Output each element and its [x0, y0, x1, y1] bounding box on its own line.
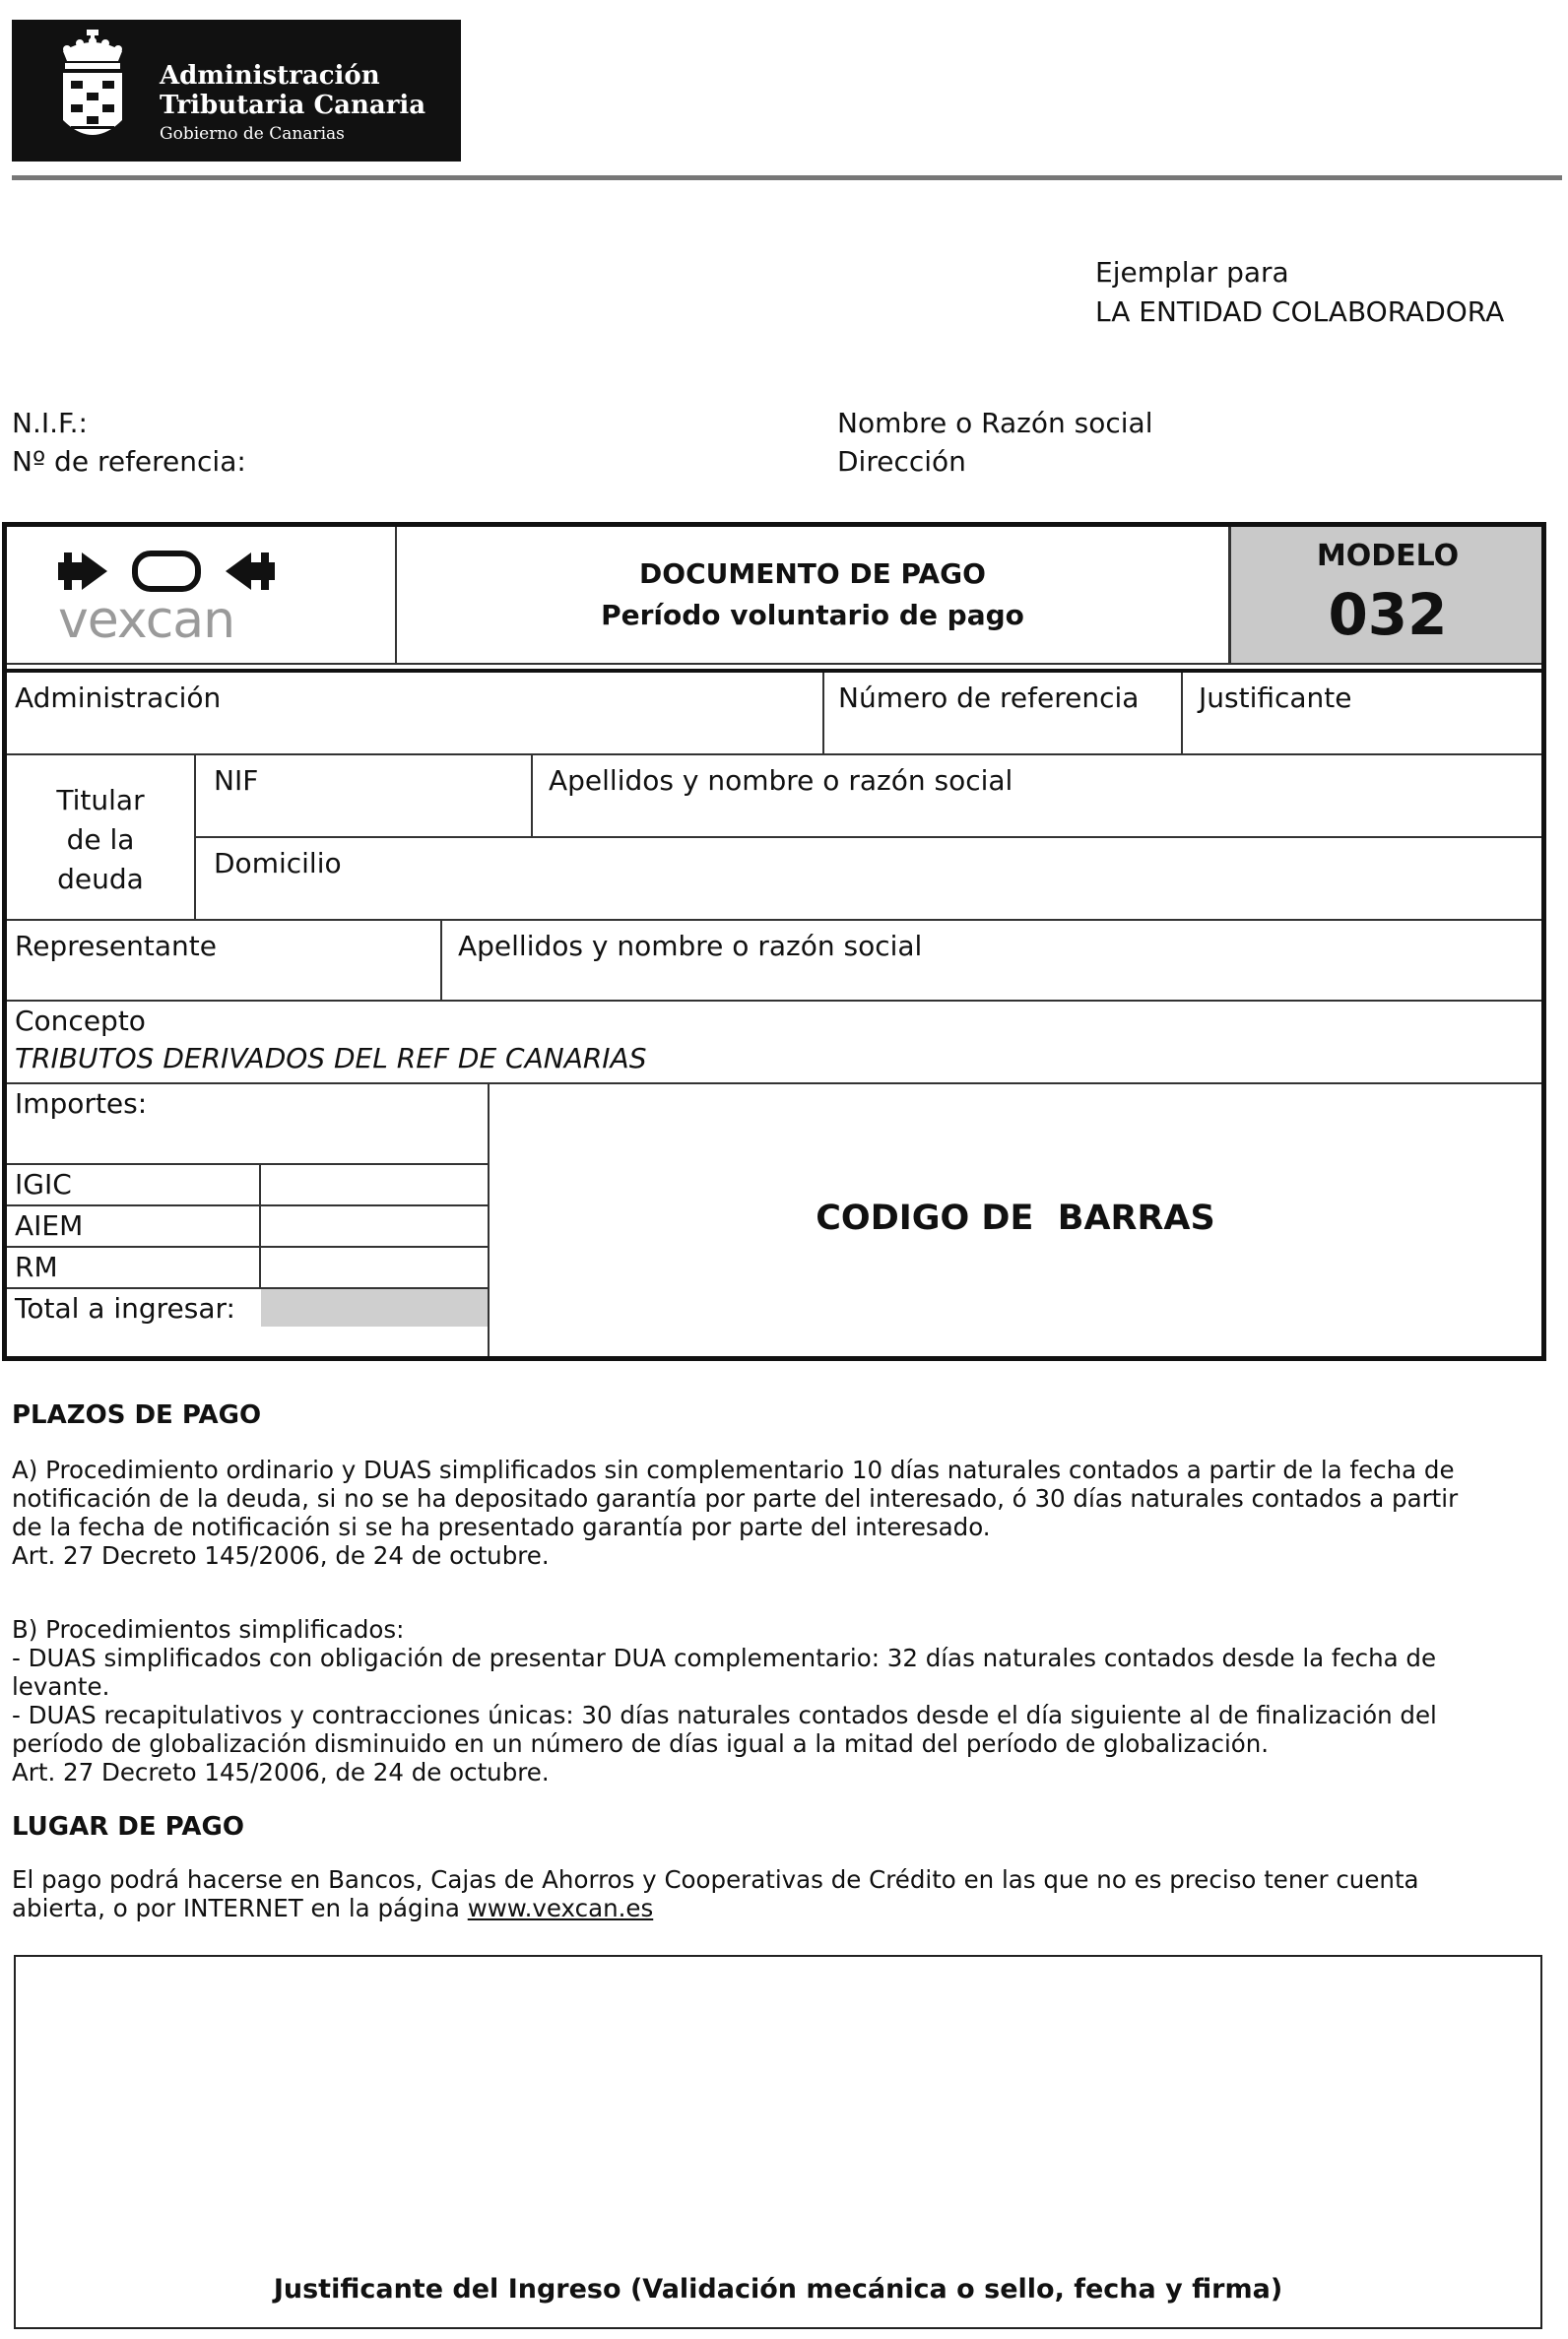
administration-cell: [7, 673, 824, 755]
modelo-cell: [1228, 527, 1541, 665]
aiem-label: AIEM: [15, 1209, 84, 1242]
plazos-b-line: período de globalización disminuido en un número de días igual a la mitad del período de globalización.: [12, 1729, 1270, 1758]
igic-amount: [259, 1165, 488, 1204]
debtor-name-label: Apellidos y nombre o razón social: [549, 764, 1013, 797]
igic-label: IGIC: [15, 1168, 72, 1201]
document-title: DOCUMENTO DE PAGO: [639, 557, 986, 590]
payment-receipt-box: [14, 1955, 1542, 2329]
amount-row-total: [7, 1287, 488, 1327]
debtor-address-label: Domicilio: [214, 847, 342, 879]
debtor-label-line3: deuda: [57, 863, 144, 895]
amount-row-aiem: [7, 1204, 488, 1246]
barcode-area: [490, 1084, 1541, 1356]
lugar-line: El pago podrá hacerse en Bancos, Cajas de Ahorros y Cooperativas de Crédito en las que no es preciso tener cuenta: [12, 1865, 1419, 1894]
justificante-cell: [1183, 673, 1541, 755]
debtor-label-line2: de la: [66, 823, 135, 856]
plazos-a-line: notificación de la deuda, si no se ha depositado garantía por parte del interesado, ó 30 días naturales contados a partir: [12, 1484, 1459, 1513]
plazos-b-line: - DUAS recapitulativos y contracciones únicas: 30 días naturales contados desde el día siguiente al de finalización del: [12, 1701, 1437, 1729]
amounts-label: Importes:: [15, 1087, 148, 1120]
address-label: Dirección: [837, 445, 966, 478]
band-divider: [7, 665, 1541, 673]
reference-label: Número de referencia: [838, 682, 1140, 714]
reference-cell: [824, 673, 1183, 755]
payment-document-form: [2, 522, 1546, 1361]
administration-label: Administración: [15, 682, 222, 714]
concept-cell: [7, 1002, 1541, 1084]
lugar-heading: LUGAR DE PAGO: [12, 1812, 244, 1842]
representative-label: Representante: [15, 930, 217, 962]
aiem-amount: [259, 1206, 488, 1246]
copy-recipient: LA ENTIDAD COLABORADORA: [1095, 295, 1505, 328]
plazos-heading: PLAZOS DE PAGO: [12, 1400, 262, 1430]
amount-row-igic: [7, 1163, 488, 1204]
document-subtitle: Período voluntario de pago: [601, 599, 1024, 631]
amount-row-rm: [7, 1246, 488, 1287]
lugar-line: [12, 1894, 1558, 1922]
total-label: Total a ingresar:: [15, 1292, 235, 1325]
plazos-b-line: B) Procedimientos simplificados:: [12, 1615, 405, 1644]
plazos-a-line: A) Procedimiento ordinario y DUAS simplificados sin complementario 10 días naturales contados a partir de la fecha de: [12, 1456, 1455, 1484]
canarias-coat-of-arms-icon: [53, 30, 132, 150]
logo-subtitle: Gobierno de Canarias: [160, 124, 345, 144]
receipt-caption: Justificante del Ingreso (Validación mecánica o sello, fecha y firma): [273, 2274, 1283, 2305]
rm-label: RM: [15, 1251, 58, 1283]
plazos-procedure-b: [12, 1615, 1558, 1787]
plazos-b-line: Art. 27 Decreto 145/2006, de 24 de octubre.: [12, 1758, 550, 1787]
reference-number-label: Nº de referencia:: [12, 445, 246, 478]
debtor-nif-label: NIF: [214, 764, 259, 797]
debtor-name-cell: [533, 755, 1541, 838]
plazos-a-line: Art. 27 Decreto 145/2006, de 24 de octubre.: [12, 1541, 550, 1570]
vexcan-wordmark: vexcan: [58, 591, 235, 650]
lugar-paragraph: [12, 1865, 1558, 1922]
modelo-number: 032: [1328, 581, 1448, 648]
justificante-label: Justificante: [1199, 682, 1352, 714]
amounts-cell: [7, 1084, 490, 1356]
plazos-b-line: - DUAS simplificados con obligación de presentar DUA complementario: 32 días naturales contados desde la fecha de: [12, 1644, 1437, 1672]
nif-label: N.I.F.:: [12, 407, 88, 439]
company-name-label: Nombre o Razón social: [837, 407, 1153, 439]
vexcan-arrows-icon: [58, 549, 275, 594]
document-title-cell: [397, 527, 1228, 665]
vexcan-logo-cell: [7, 527, 397, 665]
logo-title-line2: Tributaria Canaria: [160, 91, 426, 120]
vexcan-website-link[interactable]: www.vexcan.es: [467, 1894, 654, 1922]
plazos-a-line: de la fecha de notificación si se ha presentado garantía por parte del interesado.: [12, 1513, 991, 1541]
debtor-address-cell: [196, 838, 1541, 921]
representative-cell: [7, 921, 442, 1002]
plazos-b-line: levante.: [12, 1672, 110, 1701]
concept-value: TRIBUTOS DERIVADOS DEL REF DE CANARIAS: [15, 1042, 647, 1074]
modelo-label: MODELO: [1316, 539, 1460, 573]
rm-amount: [259, 1248, 488, 1287]
copy-for-label: Ejemplar para: [1095, 256, 1289, 289]
barcode-placeholder: CODIGO DE BARRAS: [816, 1199, 1215, 1238]
debtor-cell: [7, 755, 196, 921]
total-amount: [261, 1289, 488, 1327]
logo-title-line1: Administración: [160, 61, 380, 91]
lugar-line2-text: abierta, o por INTERNET en la página: [12, 1894, 468, 1922]
debtor-label-line1: Titular: [56, 784, 145, 816]
concept-label: Concepto: [15, 1005, 146, 1037]
atc-logo: [12, 20, 461, 162]
plazos-procedure-a: [12, 1456, 1558, 1570]
header-divider: [12, 175, 1562, 180]
debtor-nif-cell: [196, 755, 533, 838]
representative-name-label: Apellidos y nombre o razón social: [458, 930, 923, 962]
representative-name-cell: [442, 921, 1541, 1002]
